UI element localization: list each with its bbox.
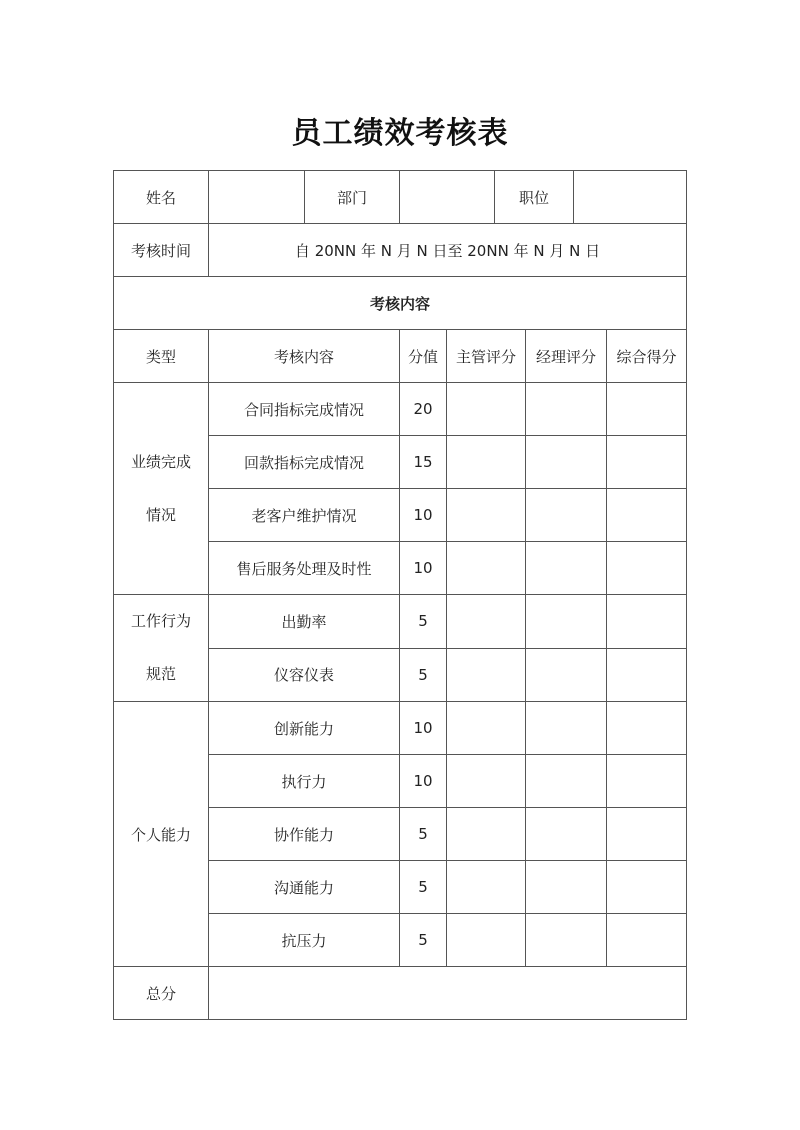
item-content: 抗压力 xyxy=(209,914,400,967)
manager-score-cell[interactable] xyxy=(526,383,607,436)
manager-score-cell[interactable] xyxy=(526,595,607,649)
supervisor-score-cell[interactable] xyxy=(447,436,526,489)
group-label-performance: 业绩完成 情况 xyxy=(114,383,209,595)
supervisor-score-cell[interactable] xyxy=(447,595,526,649)
item-score: 20 xyxy=(400,383,447,436)
item-score: 5 xyxy=(400,648,447,702)
supervisor-score-cell[interactable] xyxy=(447,808,526,861)
page-title: 员工绩效考核表 xyxy=(291,116,509,151)
header-content: 考核内容 xyxy=(209,330,400,383)
item-score: 15 xyxy=(400,436,447,489)
item-content: 回款指标完成情况 xyxy=(209,436,400,489)
supervisor-score-cell[interactable] xyxy=(447,383,526,436)
header-row xyxy=(114,330,687,383)
overall-score-cell[interactable] xyxy=(607,702,687,755)
period-label: 考核时间 xyxy=(114,224,209,277)
total-field[interactable] xyxy=(209,967,687,1020)
dept-field[interactable] xyxy=(400,171,495,224)
total-row xyxy=(114,967,687,1020)
supervisor-score-cell[interactable] xyxy=(447,648,526,702)
table-row xyxy=(114,383,687,436)
item-content: 合同指标完成情况 xyxy=(209,383,400,436)
supervisor-score-cell[interactable] xyxy=(447,861,526,914)
header-type: 类型 xyxy=(114,330,209,383)
period-row xyxy=(114,224,687,277)
item-score: 5 xyxy=(400,808,447,861)
dept-label: 部门 xyxy=(305,171,400,224)
item-content: 售后服务处理及时性 xyxy=(209,542,400,595)
item-score: 10 xyxy=(400,755,447,808)
overall-score-cell[interactable] xyxy=(607,542,687,595)
item-content: 执行力 xyxy=(209,755,400,808)
manager-score-cell[interactable] xyxy=(526,861,607,914)
item-score: 5 xyxy=(400,595,447,649)
manager-score-cell[interactable] xyxy=(526,808,607,861)
item-content: 沟通能力 xyxy=(209,861,400,914)
info-row xyxy=(114,171,687,224)
item-score: 10 xyxy=(400,542,447,595)
performance-review-table xyxy=(113,170,687,1020)
overall-score-cell[interactable] xyxy=(607,595,687,649)
manager-score-cell[interactable] xyxy=(526,542,607,595)
manager-score-cell[interactable] xyxy=(526,436,607,489)
manager-score-cell[interactable] xyxy=(526,648,607,702)
item-content: 老客户维护情况 xyxy=(209,489,400,542)
manager-score-cell[interactable] xyxy=(526,489,607,542)
header-overall-score: 综合得分 xyxy=(607,330,687,383)
manager-score-cell[interactable] xyxy=(526,702,607,755)
overall-score-cell[interactable] xyxy=(607,648,687,702)
supervisor-score-cell[interactable] xyxy=(447,702,526,755)
item-score: 5 xyxy=(400,861,447,914)
group-label-ability: 个人能力 xyxy=(114,702,209,967)
overall-score-cell[interactable] xyxy=(607,383,687,436)
item-content: 出勤率 xyxy=(209,595,400,649)
total-label: 总分 xyxy=(114,967,209,1020)
header-manager-score: 经理评分 xyxy=(526,330,607,383)
name-field[interactable] xyxy=(209,171,305,224)
table-row xyxy=(114,702,687,755)
overall-score-cell[interactable] xyxy=(607,436,687,489)
header-supervisor-score: 主管评分 xyxy=(447,330,526,383)
section-title: 考核内容 xyxy=(114,277,687,330)
item-score: 5 xyxy=(400,914,447,967)
supervisor-score-cell[interactable] xyxy=(447,914,526,967)
item-score: 10 xyxy=(400,489,447,542)
item-content: 协作能力 xyxy=(209,808,400,861)
item-content: 创新能力 xyxy=(209,702,400,755)
manager-score-cell[interactable] xyxy=(526,914,607,967)
supervisor-score-cell[interactable] xyxy=(447,755,526,808)
section-title-row xyxy=(114,277,687,330)
item-score: 10 xyxy=(400,702,447,755)
overall-score-cell[interactable] xyxy=(607,808,687,861)
overall-score-cell[interactable] xyxy=(607,489,687,542)
position-field[interactable] xyxy=(574,171,687,224)
group-label-conduct: 工作行为 规范 xyxy=(114,595,209,702)
manager-score-cell[interactable] xyxy=(526,755,607,808)
period-value[interactable]: 自 20NN 年 N 月 N 日至 20NN 年 N 月 N 日 xyxy=(209,224,687,277)
position-label: 职位 xyxy=(495,171,574,224)
name-label: 姓名 xyxy=(114,171,209,224)
overall-score-cell[interactable] xyxy=(607,755,687,808)
item-content: 仪容仪表 xyxy=(209,648,400,702)
supervisor-score-cell[interactable] xyxy=(447,489,526,542)
supervisor-score-cell[interactable] xyxy=(447,542,526,595)
overall-score-cell[interactable] xyxy=(607,914,687,967)
table-row xyxy=(114,595,687,649)
header-score: 分值 xyxy=(400,330,447,383)
overall-score-cell[interactable] xyxy=(607,861,687,914)
